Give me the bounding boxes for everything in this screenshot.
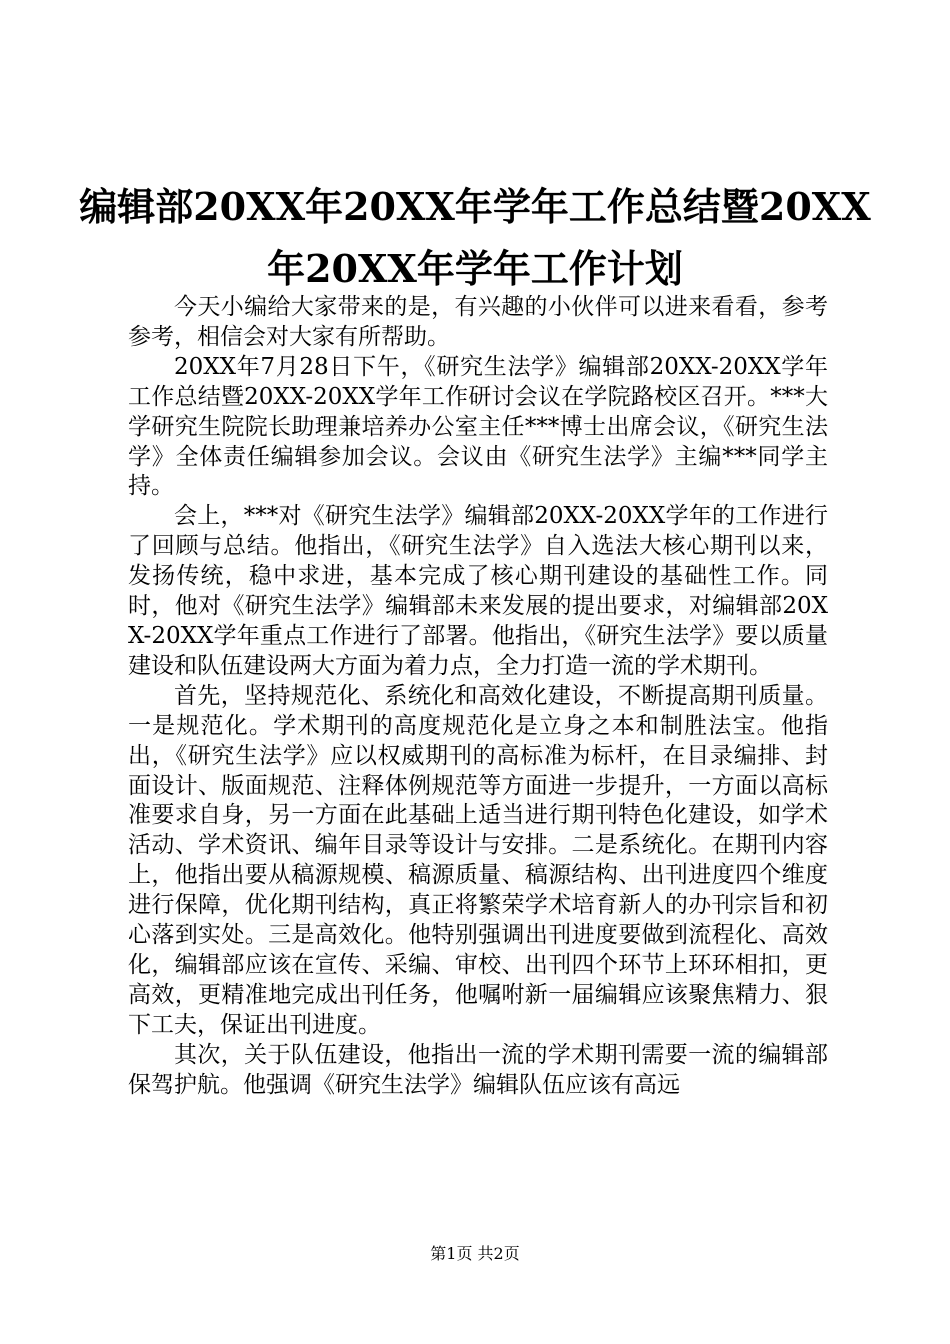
paragraph-review: 会上，***对《研究生法学》编辑部20XX-20XX学年的工作进行了回顾与总结。他指出，《研究生法学》自入选法大核心期刊以来，发扬传统，稳中求进，基本完成了核心期刊建设的基础性工作。同时，他对《研究生法学》编辑部未来发展的提出要求，对编辑部20XX-20XX学年重点工作进行了部署。他指出，《研究生法学》要以质量建设和队伍建设两大方面为着力点，全力打造一流的学术期刊。: [128, 503, 828, 679]
paragraph-team: 其次，关于队伍建设，他指出一流的学术期刊需要一流的编辑部保驾护航。他强调《研究生法学》编辑队伍应该有高远: [128, 1041, 828, 1098]
document-body: [128, 293, 828, 1100]
paragraph-meeting: 20XX年7月28日下午，《研究生法学》编辑部20XX-20XX学年工作总结暨20XX-20XX学年工作研讨会议在学院路校区召开。***大学研究生院院长助理兼培养办公室主任***博士出席会议，《研究生法学》全体责任编辑参加会议。会议由《研究生法学》主编***同学主持。: [128, 353, 828, 500]
document-title-line-2: 年20XX年学年工作计划: [267, 246, 683, 291]
paragraph-quality: 首先，坚持规范化、系统化和高效化建设，不断提高期刊质量。一是规范化。学术期刊的高度规范化是立身之本和制胜法宝。他指出，《研究生法学》应以权威期刊的高标准为标杆，在目录编排、封面设计、版面规范、注释体例规范等方面进一步提升，一方面以高标准要求自身，另一方面在此基础上适当进行期刊特色化建设，如学术活动、学术资讯、编年目录等设计与安排。二是系统化。在期刊内容上，他指出要从稿源规模、稿源质量、稿源结构、出刊进度四个维度进行保障，优化期刊结构，真正将繁荣学术培育新人的办刊宗旨和初心落到实处。三是高效化。他特别强调出刊进度要做到流程化、高效化，编辑部应该在宣传、采编、审校、出刊四个环节上环环相扣，更高效，更精准地完成出刊任务，他嘱咐新一届编辑应该聚焦精力、狠下工夫，保证出刊进度。: [128, 682, 828, 1038]
document-title-line-1: 编辑部20XX年20XX年学年工作总结暨20XX: [79, 184, 871, 229]
paragraph-intro: 今天小编给大家带来的是，有兴趣的小伙伴可以进来看看，参考参考，相信会对大家有所帮助。: [128, 294, 828, 350]
page-number-footer: 第1页 共2页: [430, 1244, 520, 1263]
